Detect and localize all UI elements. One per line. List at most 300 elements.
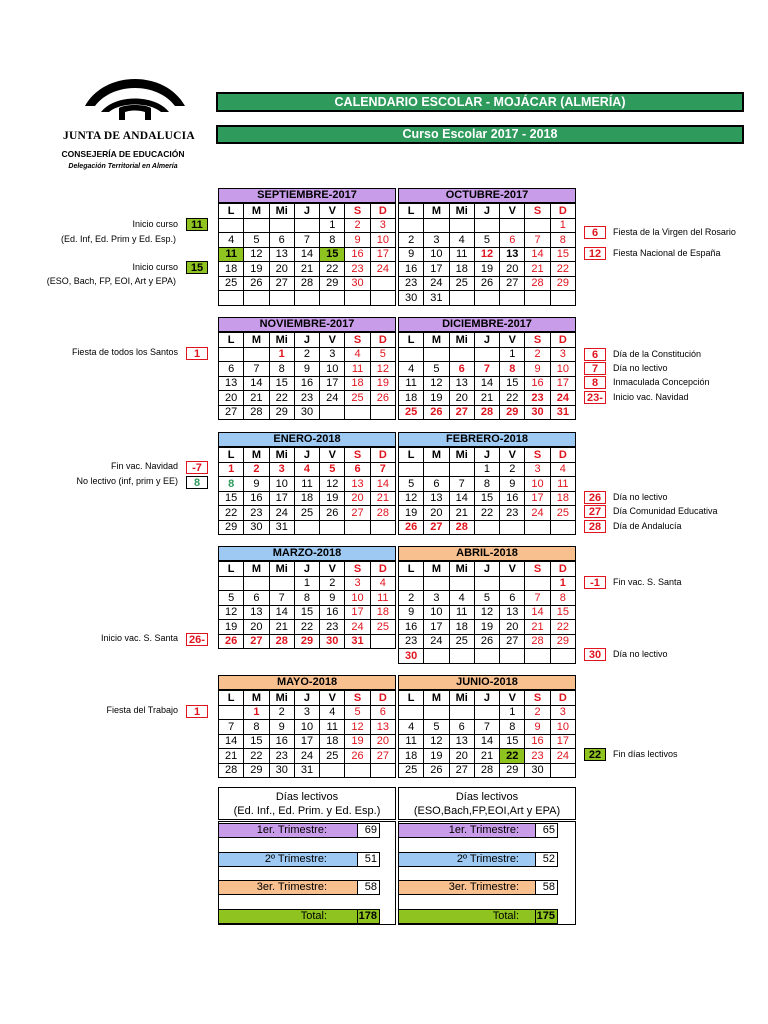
month-grid [218,447,396,535]
day-cell: 12 [424,734,449,749]
day-cell: 4 [449,591,474,606]
day-cell: 29 [294,634,319,649]
month-header: ABRIL-2018 [398,546,576,561]
summary-trimester-row [398,823,558,838]
day-cell: 31 [550,405,575,420]
day-header: M [424,204,449,219]
day-cell: 29 [550,634,575,649]
day-cell: 21 [269,620,294,635]
day-header: S [345,333,370,348]
day-cell [370,405,395,420]
day-cell: 27 [500,276,525,291]
day-cell: 13 [370,720,395,735]
day-cell: 26 [424,405,449,420]
day-header: J [294,448,319,463]
day-cell: 4 [219,233,244,248]
day-cell: 23 [525,391,550,406]
day-cell: 2 [399,233,424,248]
day-cell: 5 [219,591,244,606]
day-cell: 11 [320,720,345,735]
day-cell: 21 [525,262,550,277]
day-cell: 1 [219,462,244,477]
day-cell: 19 [424,749,449,764]
day-header: V [500,333,525,348]
day-cell [500,218,525,233]
day-cell: 21 [474,391,499,406]
day-cell: 25 [550,506,575,521]
month-header: JUNIO-2018 [398,675,576,690]
day-cell: 30 [399,649,424,664]
day-cell: 11 [294,477,319,492]
day-cell: 20 [219,391,244,406]
day-cell: 22 [244,749,269,764]
day-cell [320,291,345,306]
day-cell: 10 [550,362,575,377]
day-cell: 9 [500,477,525,492]
day-cell: 21 [474,749,499,764]
day-cell: 8 [320,233,345,248]
day-cell [399,218,424,233]
day-cell: 30 [525,763,550,778]
day-cell: 19 [345,734,370,749]
junta-logo [55,62,215,182]
annotation-label: Inicio curso [132,262,178,272]
day-cell: 3 [345,576,370,591]
day-cell: 3 [370,218,395,233]
day-header: L [219,333,244,348]
month-5 [218,432,396,535]
day-cell: 13 [500,605,525,620]
day-cell [474,705,499,720]
month-header: MAYO-2018 [218,675,396,690]
day-cell [294,291,319,306]
day-cell [219,347,244,362]
day-cell [370,763,395,778]
day-cell [219,576,244,591]
day-cell: 1 [320,218,345,233]
day-cell: 28 [219,763,244,778]
month-6 [398,432,576,535]
day-cell: 17 [424,620,449,635]
annotation-label: Fiesta Nacional de España [613,248,721,258]
day-cell [424,347,449,362]
day-cell: 14 [449,491,474,506]
day-cell: 17 [294,734,319,749]
day-cell: 2 [525,705,550,720]
day-cell [399,576,424,591]
day-cell: 25 [294,506,319,521]
day-cell: 9 [320,591,345,606]
day-cell [550,649,575,664]
month-grid [398,690,576,778]
day-cell: 29 [320,276,345,291]
day-cell: 15 [500,376,525,391]
day-header: M [244,333,269,348]
day-cell: 26 [345,749,370,764]
day-cell: 5 [399,477,424,492]
day-cell: 4 [294,462,319,477]
day-cell [474,576,499,591]
day-cell: 7 [244,362,269,377]
day-cell: 12 [320,477,345,492]
day-cell [474,218,499,233]
day-cell: 11 [399,734,424,749]
day-cell: 12 [219,605,244,620]
day-cell: 26 [474,276,499,291]
day-header: D [370,691,395,706]
annotation-date-box: 23- [584,391,606,404]
day-cell [219,705,244,720]
annotation-date-box: -7 [186,461,208,474]
annotation-label: Inicio vac. Navidad [613,392,689,402]
day-cell: 13 [345,477,370,492]
day-cell: 16 [525,734,550,749]
day-cell: 30 [294,405,319,420]
day-cell: 20 [370,734,395,749]
day-cell: 22 [269,391,294,406]
day-cell [550,291,575,306]
day-cell: 13 [244,605,269,620]
day-cell: 23 [525,749,550,764]
day-cell: 14 [474,734,499,749]
day-cell: 22 [550,620,575,635]
day-cell: 11 [345,362,370,377]
day-cell [345,405,370,420]
day-cell [269,576,294,591]
day-header: V [500,562,525,577]
day-header: Mi [449,691,474,706]
day-cell: 11 [219,247,244,262]
annotation-date-box: 1 [186,705,208,718]
summary-row-label: Total: [300,910,327,922]
day-cell: 8 [550,233,575,248]
day-cell: 18 [449,262,474,277]
day-cell: 10 [424,247,449,262]
summary-row-value: 69 [357,824,379,837]
day-cell: 24 [424,634,449,649]
summary-row-label: 3er. Trimestre: [256,881,327,893]
day-header: Mi [269,204,294,219]
day-cell: 11 [399,376,424,391]
month-header: ENERO-2018 [218,432,396,447]
day-cell: 31 [269,520,294,535]
day-header: S [345,204,370,219]
day-cell: 11 [449,247,474,262]
day-cell: 6 [370,705,395,720]
day-cell: 26 [320,506,345,521]
summary-header [398,787,576,820]
day-cell [474,520,499,535]
annotation-date-box: 12 [584,247,606,260]
day-cell: 9 [294,362,319,377]
day-cell: 27 [449,405,474,420]
day-cell: 26 [219,634,244,649]
day-cell: 16 [399,620,424,635]
day-cell: 10 [550,720,575,735]
month-grid [218,690,396,778]
day-cell: 27 [424,520,449,535]
day-cell [449,218,474,233]
day-cell [244,576,269,591]
day-cell: 1 [294,576,319,591]
day-header: L [399,448,424,463]
day-header: D [370,204,395,219]
day-header: J [294,204,319,219]
day-header: D [370,333,395,348]
day-cell: 12 [474,247,499,262]
annotation-label: Día no lectivo [613,649,668,659]
day-header: V [500,691,525,706]
day-cell [219,218,244,233]
junta-arch-icon [55,62,215,128]
day-header: S [345,691,370,706]
day-cell: 9 [244,477,269,492]
month-8 [398,546,576,664]
day-cell [474,347,499,362]
summary-row-label: Total: [492,910,519,922]
day-cell: 18 [550,491,575,506]
day-cell [449,705,474,720]
day-header: M [424,691,449,706]
day-cell: 23 [399,634,424,649]
day-cell [320,520,345,535]
day-cell: 16 [525,376,550,391]
day-cell [525,649,550,664]
month-grid [218,561,396,649]
annotation-label: Día de la Constitución [613,349,702,359]
day-header: Mi [269,448,294,463]
day-cell: 16 [399,262,424,277]
day-cell: 1 [244,705,269,720]
day-cell: 7 [219,720,244,735]
day-cell: 14 [525,605,550,620]
day-cell: 28 [474,763,499,778]
day-cell: 26 [474,634,499,649]
day-cell: 13 [269,247,294,262]
day-cell: 27 [449,763,474,778]
day-header: V [500,204,525,219]
day-cell: 5 [424,362,449,377]
day-cell: 19 [474,262,499,277]
day-header: L [219,204,244,219]
annotation-label: Fin días lectivos [613,749,678,759]
day-cell: 24 [424,276,449,291]
day-cell: 5 [370,347,395,362]
day-cell: 28 [244,405,269,420]
day-cell: 30 [244,520,269,535]
summary-trimester-row [218,823,380,838]
day-cell: 18 [294,491,319,506]
day-cell: 21 [449,506,474,521]
day-cell: 3 [294,705,319,720]
day-cell [244,291,269,306]
day-cell: 5 [320,462,345,477]
annotation-label: (Ed. Inf, Ed. Prim y Ed. Esp.) [60,234,176,244]
day-cell: 12 [399,491,424,506]
day-header: L [399,333,424,348]
day-header: M [424,333,449,348]
page-title: CALENDARIO ESCOLAR - MOJÁCAR (ALMERÍA) [216,92,744,112]
day-cell: 20 [269,262,294,277]
day-cell: 20 [244,620,269,635]
day-cell [424,576,449,591]
day-cell: 3 [550,347,575,362]
day-cell [399,462,424,477]
day-cell: 13 [449,734,474,749]
day-cell: 24 [320,391,345,406]
day-cell: 23 [320,620,345,635]
day-cell: 30 [269,763,294,778]
annotation-date-box: 30 [584,648,606,661]
day-cell: 8 [550,591,575,606]
day-cell: 2 [345,218,370,233]
day-cell: 1 [269,347,294,362]
day-cell: 2 [294,347,319,362]
day-cell: 23 [269,749,294,764]
annotation-label: Inmaculada Concepción [613,377,710,387]
day-cell: 15 [244,734,269,749]
day-cell [370,291,395,306]
day-cell: 9 [399,247,424,262]
day-cell: 21 [244,391,269,406]
day-header: J [474,204,499,219]
day-cell: 6 [500,233,525,248]
org-delegation: Delegación Territorial en Almería [68,163,178,170]
day-header: L [399,204,424,219]
day-cell [345,763,370,778]
day-cell: 25 [449,634,474,649]
day-header: S [345,448,370,463]
day-cell [525,218,550,233]
day-cell: 22 [219,506,244,521]
day-cell: 4 [370,576,395,591]
day-cell: 15 [550,605,575,620]
day-cell [244,218,269,233]
day-cell: 22 [500,749,525,764]
day-cell: 6 [449,720,474,735]
month-header: SEPTIEMBRE-2017 [218,188,396,203]
day-cell: 18 [219,262,244,277]
month-4 [398,317,576,420]
day-cell: 4 [320,705,345,720]
month-header: NOVIEMBRE-2017 [218,317,396,332]
day-cell: 5 [424,720,449,735]
day-cell: 18 [399,391,424,406]
day-cell [500,649,525,664]
day-cell: 2 [500,462,525,477]
day-cell: 27 [269,276,294,291]
day-cell: 25 [320,749,345,764]
day-cell: 17 [269,491,294,506]
day-cell: 3 [550,705,575,720]
day-cell: 18 [370,605,395,620]
day-cell: 3 [269,462,294,477]
day-cell: 17 [424,262,449,277]
day-cell: 15 [269,376,294,391]
day-cell [269,218,294,233]
day-cell: 4 [449,233,474,248]
annotation-date-box: 7 [584,362,606,375]
month-header: FEBRERO-2018 [398,432,576,447]
day-cell: 9 [525,720,550,735]
month-header: DICIEMBRE-2017 [398,317,576,332]
annotation-date-box: 8 [186,476,208,489]
day-cell: 22 [474,506,499,521]
summary-trimester-row [398,852,558,867]
month-9 [218,675,396,778]
day-cell: 29 [219,520,244,535]
day-cell: 6 [219,362,244,377]
day-cell: 21 [525,620,550,635]
day-header: M [244,204,269,219]
day-header: M [244,448,269,463]
day-cell: 1 [550,218,575,233]
annotation-label: Día de Andalucía [613,521,682,531]
day-header: J [474,691,499,706]
day-header: S [525,448,550,463]
day-cell: 17 [370,247,395,262]
annotation-date-box: 6 [584,226,606,239]
day-header: M [424,562,449,577]
summary-trimester-row [218,880,380,895]
day-cell [294,218,319,233]
day-cell: 23 [500,506,525,521]
day-header: S [525,562,550,577]
day-cell: 3 [424,233,449,248]
day-cell: 10 [320,362,345,377]
day-header: L [219,562,244,577]
day-cell: 20 [345,491,370,506]
day-cell: 4 [399,362,424,377]
day-cell: 27 [244,634,269,649]
day-cell [269,291,294,306]
day-cell: 4 [345,347,370,362]
day-cell: 17 [320,376,345,391]
day-cell [525,576,550,591]
day-cell: 9 [269,720,294,735]
month-grid [398,332,576,420]
day-cell: 9 [525,362,550,377]
day-cell: 18 [399,749,424,764]
annotation-date-box: 28 [584,520,606,533]
day-cell: 26 [244,276,269,291]
day-header: M [244,691,269,706]
day-header: V [500,448,525,463]
day-cell: 12 [474,605,499,620]
day-cell [370,520,395,535]
summary-total-row [398,909,558,924]
day-cell [370,276,395,291]
day-header: J [474,562,499,577]
summary-row-value: 58 [357,881,379,894]
day-cell [449,347,474,362]
day-cell: 30 [320,634,345,649]
annotation-date-box: 26- [186,633,208,646]
day-cell: 13 [500,247,525,262]
day-cell: 27 [370,749,395,764]
day-cell: 31 [424,291,449,306]
month-grid [218,203,396,306]
day-header: L [219,448,244,463]
day-cell: 25 [345,391,370,406]
day-cell: 7 [449,477,474,492]
day-header: S [525,691,550,706]
day-header: Mi [449,448,474,463]
day-cell: 7 [370,462,395,477]
day-header: Mi [269,562,294,577]
day-cell: 20 [424,506,449,521]
day-cell: 6 [269,233,294,248]
